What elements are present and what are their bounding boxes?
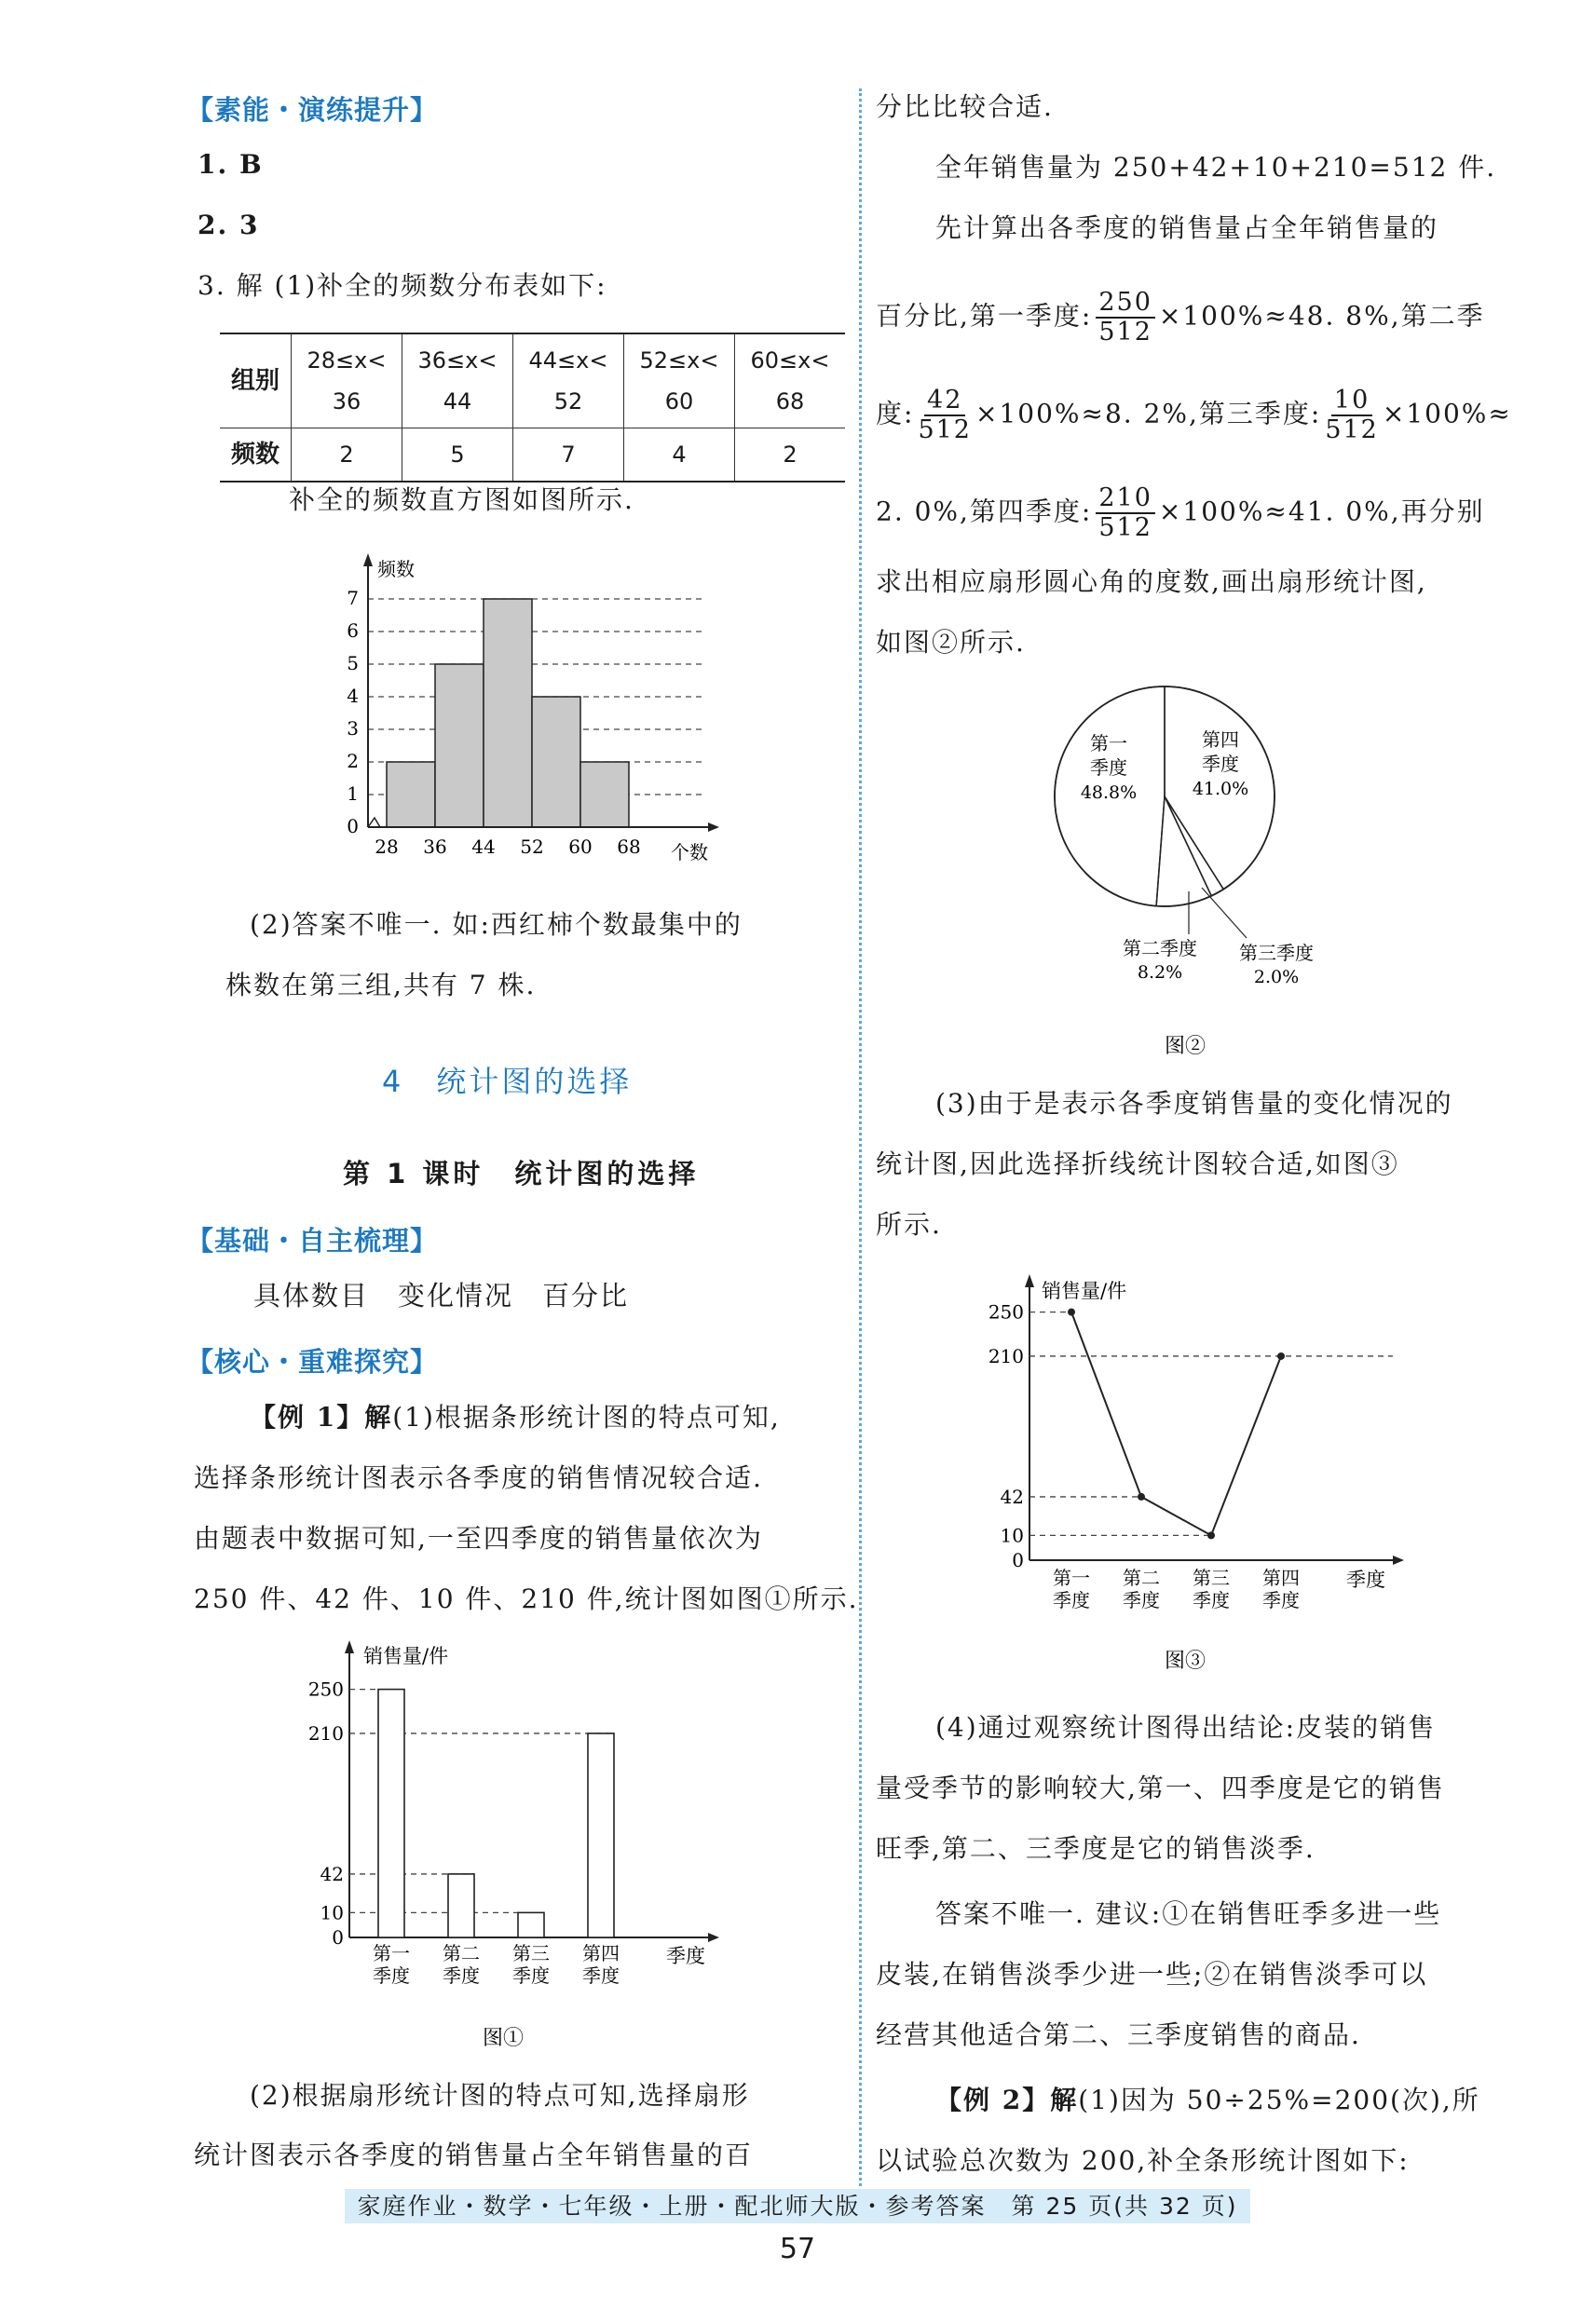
histogram-bar <box>484 599 532 827</box>
example-1-line4: 250 件、42 件、10 件、210 件,统计图如图①所示. <box>194 1583 859 1614</box>
fig3-point <box>1068 1309 1075 1316</box>
histogram-bar <box>435 664 484 827</box>
footer <box>0 2188 1595 2227</box>
right-line-7: 求出相应扇形圆心角的度数,画出扇形统计图, <box>876 566 1427 597</box>
table-row <box>220 428 845 482</box>
x-category-label: 第三 <box>1193 1567 1230 1589</box>
example-1-label: 【例 1】解 <box>250 1402 393 1433</box>
histogram-bars <box>387 599 629 827</box>
example-2-line2: 以试验总次数为 200,补全条形统计图如下: <box>876 2145 1410 2176</box>
pie-pct: 2.0% <box>1253 967 1300 987</box>
example-2-label: 【例 2】解 <box>935 2085 1079 2115</box>
fig2-caption: 图② <box>1165 1035 1206 1058</box>
fig3-point <box>1207 1531 1215 1539</box>
table-cell: 4 <box>624 428 735 482</box>
footer-text: 家庭作业・数学・七年级・上册・配北师大版・参考答案 第 25 页(共 32 页) <box>345 2189 1251 2223</box>
fig3-xlabel: 季度 <box>1346 1569 1385 1591</box>
y-tick-label: 210 <box>307 1721 344 1745</box>
pie-label: 第一 <box>1090 732 1127 754</box>
table-cell: 5 <box>402 428 513 482</box>
fig1-bar <box>448 1874 474 1937</box>
x-tick-label: 44 <box>471 836 496 858</box>
fig3-point <box>1277 1352 1285 1360</box>
right-line-8: 如图②所示. <box>876 627 1026 658</box>
table-header-frequency: 频数 <box>220 428 292 482</box>
x-category-label: 季度 <box>1193 1589 1230 1611</box>
right-line-14: 旺季,第二、三季度是它的销售淡季. <box>876 1833 1316 1864</box>
answer-3: 3. 解 (1)补全的频数分布表如下: <box>198 270 607 301</box>
x-tick-label: 52 <box>520 836 544 858</box>
y-tick-label: 0 <box>347 815 359 837</box>
pie-label: 季度 <box>1090 756 1127 779</box>
y-tick-label: 3 <box>347 717 359 740</box>
table-header-group: 组别 <box>220 333 292 428</box>
y-tick-label: 42 <box>320 1862 344 1885</box>
right-line-2: 全年销售量为 250+42+10+210=512 件. <box>935 152 1497 183</box>
histogram-ylabel: 频数 <box>377 558 415 580</box>
fraction-q4: $\frac{210}{512}$ <box>1096 484 1155 542</box>
x-category-label: 季度 <box>443 1964 480 1987</box>
example-1-line2: 选择条形统计图表示各季度的销售情况较合适. <box>194 1462 763 1493</box>
figure-2-pie-chart <box>1025 685 1342 1062</box>
x-category-label: 第二 <box>443 1942 480 1964</box>
table-cell: 2 <box>735 428 846 482</box>
sub-title: 第 1 课时 统计图的选择 <box>343 1158 700 1189</box>
example-1-2-line1: (2)根据扇形统计图的特点可知,选择扇形 <box>250 2080 750 2111</box>
pie-label: 第三季度 <box>1239 942 1314 964</box>
right-line-9: (3)由于是表示各季度销售量的变化情况的 <box>935 1088 1453 1119</box>
x-category-label: 季度 <box>1123 1589 1160 1611</box>
right-line-10: 统计图,因此选择折线统计图较合适,如图③ <box>876 1148 1399 1179</box>
example-1-line1: 【例 1】解(1)根据条形统计图的特点可知, <box>250 1402 781 1433</box>
axis-break <box>368 818 380 827</box>
y-tick-label: 0 <box>1012 1549 1024 1571</box>
pie-label: 第四 <box>1202 728 1239 751</box>
fig1-bar <box>378 1690 404 1937</box>
x-category-label: 季度 <box>1262 1589 1300 1611</box>
answer-3-2-line2: 株数在第三组,共有 7 株. <box>225 970 537 1000</box>
table-cell: 60≤x< 68 <box>735 333 846 428</box>
right-line-6: 2. 0%,第四季度: $\frac{210}{512}$ ×100%≈41. 0%,再分别 <box>876 483 1485 542</box>
pie-label: 季度 <box>1202 753 1239 775</box>
x-tick-label: 68 <box>617 836 641 858</box>
table-row <box>220 333 845 428</box>
x-tick-label: 36 <box>423 836 447 858</box>
y-tick-label: 0 <box>332 1926 344 1949</box>
x-tick-label: 60 <box>568 836 593 858</box>
fig3-series-line <box>1071 1312 1281 1536</box>
x-category-label: 第一 <box>1053 1567 1090 1589</box>
right-line-4: 百分比,第一季度: $\frac{250}{512}$ ×100%≈48. 8%,第二季 <box>876 288 1485 347</box>
table-cell: 2 <box>292 428 402 482</box>
y-axis-arrow <box>345 1640 354 1653</box>
answer-3-2-line1: (2)答案不唯一. 如:西红柿个数最集中的 <box>250 909 743 940</box>
table-cell: 36≤x< 44 <box>402 333 513 428</box>
column-divider <box>859 88 862 2203</box>
x-axis-arrow <box>708 822 719 832</box>
y-tick-label: 4 <box>347 685 359 707</box>
x-category-label: 季度 <box>1053 1589 1090 1611</box>
leader-line <box>1202 888 1247 938</box>
pie-label: 第二季度 <box>1123 937 1197 959</box>
x-axis-arrow <box>1393 1556 1404 1565</box>
table-cell: 7 <box>513 428 624 482</box>
y-tick-label: 10 <box>1000 1524 1024 1547</box>
pie-pct: 41.0% <box>1192 779 1249 799</box>
x-category-label: 第一 <box>373 1942 410 1964</box>
tag-jichu: 【基础・自主梳理】 <box>186 1225 439 1257</box>
example-2-line1: 【例 2】解(1)因为 50÷25%=200(次),所 <box>935 2085 1480 2115</box>
histogram-bar <box>532 697 580 827</box>
tag-suneng: 【素能・演练提升】 <box>186 94 439 126</box>
y-tick-label: 210 <box>988 1344 1024 1367</box>
example-1-line3: 由题表中数据可知,一至四季度的销售量依次为 <box>194 1523 763 1554</box>
fig1-caption: 图① <box>483 2027 525 2050</box>
fraction-q3: $\frac{10}{512}$ <box>1325 386 1379 444</box>
jichu-answers: 具体数目 变化情况 百分比 <box>253 1280 630 1311</box>
fig1-ylabel: 销售量/件 <box>363 1645 449 1667</box>
y-tick-label: 42 <box>1000 1485 1024 1508</box>
table-cell: 28≤x< 36 <box>292 333 402 428</box>
figure-1-bar-chart <box>298 1635 736 2054</box>
x-category-label: 第二 <box>1123 1567 1160 1589</box>
fig3-ylabel: 销售量/件 <box>1042 1280 1127 1302</box>
page-number: 57 <box>779 2233 816 2265</box>
y-tick-label: 2 <box>347 750 359 772</box>
answer-1: 1. B <box>198 149 264 180</box>
right-line-15: 答案不唯一. 建议:①在销售旺季多进一些 <box>935 1898 1442 1929</box>
right-line-11: 所示. <box>876 1209 942 1240</box>
fig1-bar <box>518 1912 544 1937</box>
example-1-2-line2: 统计图表示各季度的销售量占全年销售量的百 <box>194 2140 754 2170</box>
right-line-3: 先计算出各季度的销售量占全年销售量的 <box>935 212 1439 243</box>
y-tick-label: 250 <box>988 1300 1024 1324</box>
tag-hexin: 【核心・重难探究】 <box>186 1346 439 1378</box>
x-category-label: 第四 <box>1262 1567 1300 1589</box>
y-tick-label: 7 <box>347 587 359 609</box>
pie-pct: 8.2% <box>1137 962 1183 983</box>
y-tick-label: 10 <box>320 1901 344 1924</box>
fig3-caption: 图③ <box>1165 1650 1206 1673</box>
x-axis-arrow <box>708 1933 719 1942</box>
y-tick-label: 6 <box>347 619 359 642</box>
right-line-17: 经营其他适合第二、三季度销售的商品. <box>876 2019 1361 2050</box>
right-line-12: (4)通过观察统计图得出结论:皮装的销售 <box>935 1712 1437 1743</box>
right-line-5: 度: $\frac{42}{512}$ ×100%≈8. 2%,第三季度: $\frac{10}{512}$ ×100%≈ <box>876 386 1512 444</box>
right-line-13: 量受季节的影响较大,第一、四季度是它的销售 <box>876 1773 1445 1803</box>
fig1-bar <box>588 1733 614 1937</box>
fig1-xlabel: 季度 <box>666 1945 705 1967</box>
histogram-bar <box>580 762 629 827</box>
figure-3-line-chart <box>978 1267 1416 1686</box>
y-tick-label: 1 <box>347 782 359 805</box>
x-tick-label: 28 <box>375 836 399 858</box>
frequency-table <box>220 333 845 482</box>
fraction-q2: $\frac{42}{512}$ <box>918 386 972 444</box>
pie-pct: 48.8% <box>1080 782 1138 803</box>
histogram-caption: 补全的频数直方图如图所示. <box>289 484 634 515</box>
right-line-16: 皮装,在销售淡季少进一些;②在销售淡季可以 <box>876 1959 1428 1990</box>
table-cell: 52≤x< 60 <box>624 333 735 428</box>
x-category-label: 第三 <box>512 1942 550 1964</box>
histogram-chart <box>317 550 727 866</box>
right-line-1: 分比比较合适. <box>876 91 1054 122</box>
x-category-label: 季度 <box>512 1964 550 1987</box>
y-tick-label: 250 <box>307 1678 344 1701</box>
fig3-point <box>1138 1493 1145 1501</box>
y-tick-label: 5 <box>347 652 359 674</box>
lesson-title: 4 统计图的选择 <box>382 1064 633 1099</box>
x-category-label: 季度 <box>373 1964 410 1987</box>
x-category-label: 季度 <box>582 1964 620 1987</box>
histogram-bar <box>387 762 435 827</box>
y-axis-arrow <box>363 553 373 566</box>
table-cell: 44≤x< 52 <box>513 333 624 428</box>
fraction-q1: $\frac{250}{512}$ <box>1096 289 1155 347</box>
x-category-label: 第四 <box>582 1942 620 1964</box>
histogram-xlabel: 个数 <box>671 841 708 863</box>
y-axis-arrow <box>1025 1274 1034 1287</box>
answer-2: 2. 3 <box>198 210 260 240</box>
